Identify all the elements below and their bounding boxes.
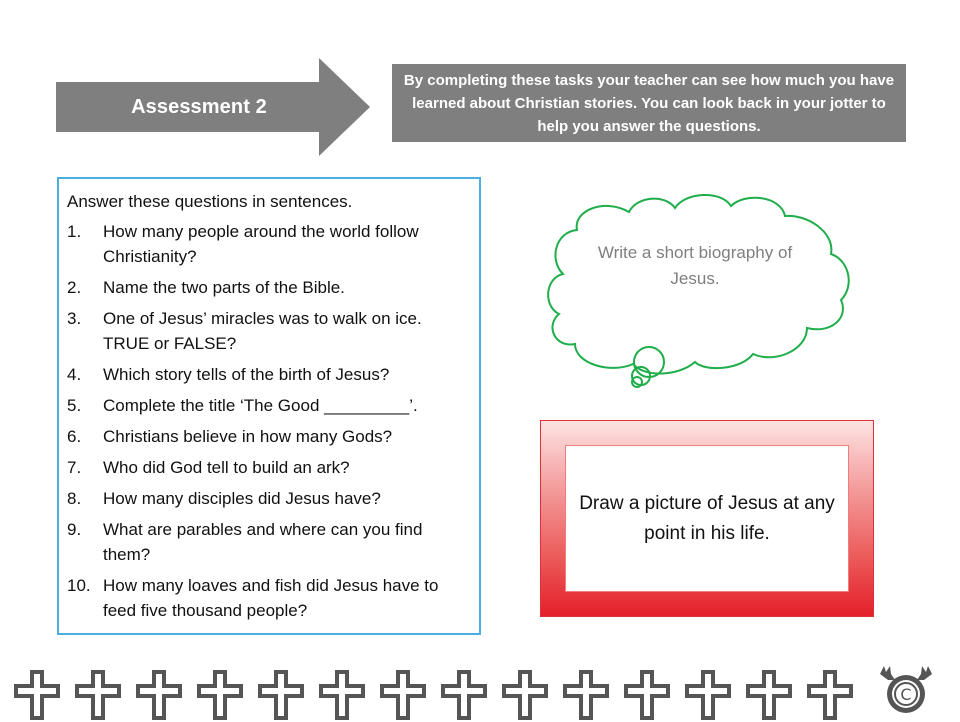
question-number: 6. — [67, 427, 82, 446]
questions-box — [57, 177, 481, 635]
assessment-title: Assessment 2 — [131, 95, 267, 118]
questions-heading: Answer these questions in sentences. — [67, 192, 353, 211]
assessment-arrow — [56, 58, 370, 156]
question-item — [67, 517, 471, 567]
cross-icon — [803, 666, 857, 722]
footer-border — [0, 660, 960, 720]
cross-icon — [193, 666, 247, 722]
question-number: 3. — [67, 309, 82, 328]
question-item — [67, 393, 471, 418]
cross-icon — [620, 666, 674, 722]
question-number: 10. — [67, 576, 91, 595]
question-item — [67, 219, 471, 269]
cross-icon — [559, 666, 613, 722]
cross-icon — [10, 666, 64, 722]
cross-icon — [71, 666, 125, 722]
question-text: Who did God tell to build an ark? — [103, 458, 350, 477]
cross-icon — [498, 666, 552, 722]
cross-icon — [742, 666, 796, 722]
intro-banner: By completing these tasks your teacher can see how much you have learned about Christian stories. You can look back in your jotter to help you answer the questions. — [392, 64, 906, 142]
question-item — [67, 573, 471, 623]
question-number: 7. — [67, 458, 82, 477]
question-text: How many loaves and fish did Jesus have to feed five thousand people? — [103, 576, 439, 620]
question-item — [67, 486, 471, 511]
moose-copyright-icon — [876, 664, 936, 716]
question-text: Christians believe in how many Gods? — [103, 427, 393, 446]
question-text: How many disciples did Jesus have? — [103, 489, 381, 508]
drawing-task-text: Draw a picture of Jesus at any point in his life. — [565, 445, 849, 592]
question-text: Which story tells of the birth of Jesus? — [103, 365, 390, 384]
question-item — [67, 275, 471, 300]
question-item — [67, 424, 471, 449]
cross-icon — [437, 666, 491, 722]
question-number: 2. — [67, 278, 82, 297]
question-text: Complete the title ‘The Good _________’. — [103, 396, 418, 415]
question-text: Name the two parts of the Bible. — [103, 278, 345, 297]
question-number: 5. — [67, 396, 82, 415]
question-item — [67, 455, 471, 480]
question-item — [67, 362, 471, 387]
question-number: 8. — [67, 489, 82, 508]
svg-text:C: C — [900, 685, 912, 704]
question-number: 4. — [67, 365, 82, 384]
question-text: How many people around the world follow Christianity? — [103, 222, 419, 266]
cross-icon — [132, 666, 186, 722]
questions-list — [67, 219, 471, 623]
drawing-task-frame — [540, 420, 874, 617]
biography-task-text: Write a short biography of Jesus. — [597, 243, 793, 288]
cross-icon — [681, 666, 735, 722]
question-item — [67, 306, 471, 356]
cross-icon — [254, 666, 308, 722]
cross-icon — [315, 666, 369, 722]
cross-icon — [376, 666, 430, 722]
question-text: What are parables and where can you find them? — [103, 520, 423, 564]
question-number: 9. — [67, 520, 82, 539]
thought-cloud — [535, 178, 880, 393]
question-text: One of Jesus’ miracles was to walk on ice. TRUE or FALSE? — [103, 309, 422, 353]
question-number: 1. — [67, 222, 82, 241]
